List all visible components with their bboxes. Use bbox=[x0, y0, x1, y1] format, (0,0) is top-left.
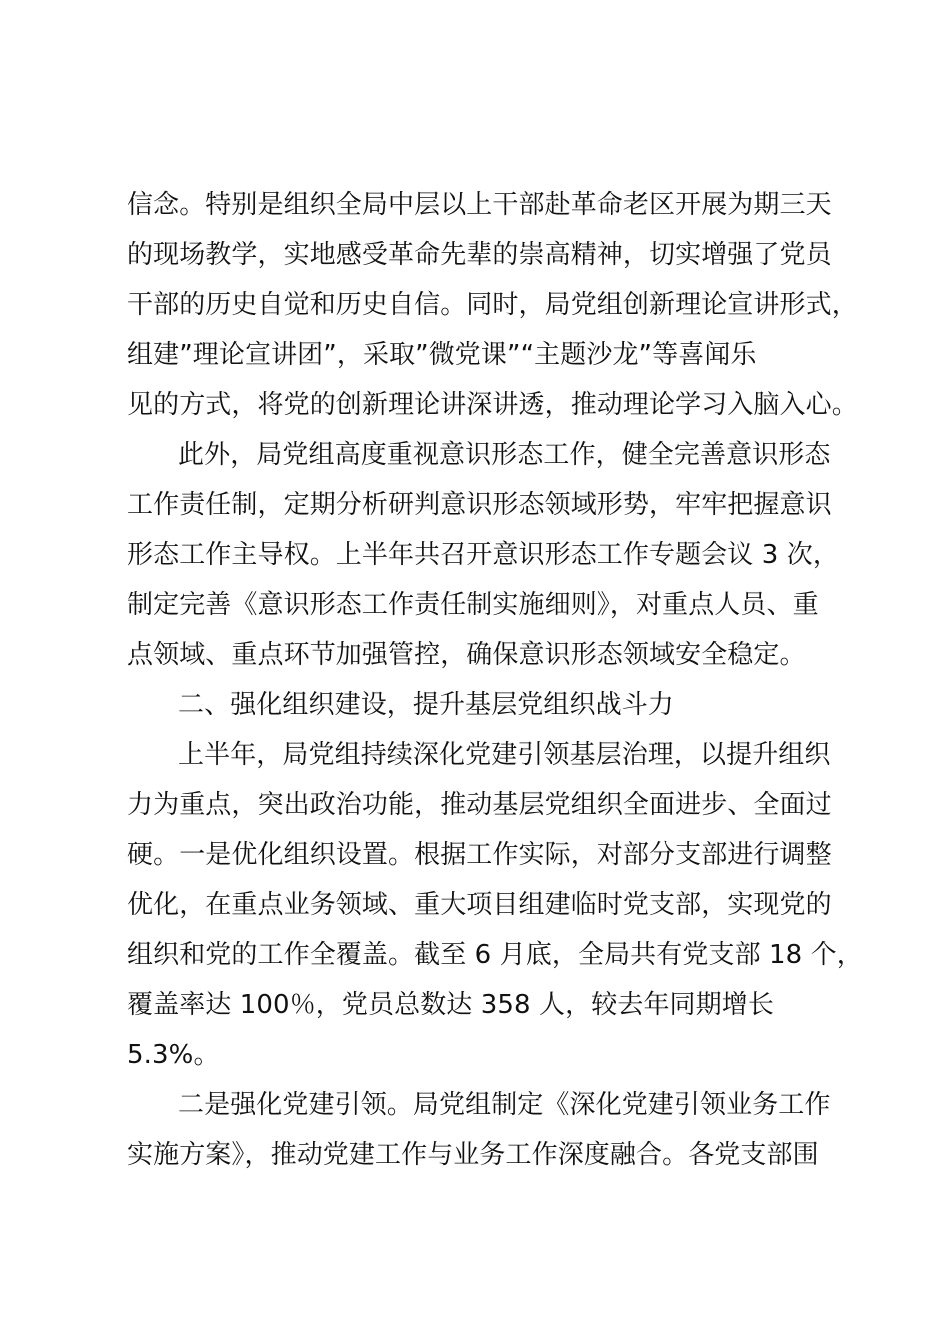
text-line: 硬。一是优化组织设置。根据工作实际，对部分支部进行调整 bbox=[127, 840, 832, 870]
text-line: 干部的历史自觉和历史自信。同时，局党组创新理论宣讲形式， bbox=[127, 290, 858, 320]
paragraph-start-line: 上半年，局党组持续深化党建引领基层治理，以提升组织 bbox=[178, 740, 831, 770]
text-line: 信念。特别是组织全局中层以上干部赴革命老区开展为期三天 bbox=[127, 190, 832, 220]
section-heading: 二、强化组织建设，提升基层党组织战斗力 bbox=[178, 690, 674, 720]
text-line: 制定完善《意识形态工作责任制实施细则》，对重点人员、重 bbox=[127, 590, 819, 620]
text-line: 的现场教学，实地感受革命先辈的崇高精神，切实增强了党员 bbox=[127, 240, 832, 270]
text-line: 优化，在重点业务领域、重大项目组建临时党支部，实现党的 bbox=[127, 890, 832, 920]
paragraph-start-line: 此外，局党组高度重视意识形态工作，健全完善意识形态 bbox=[178, 440, 831, 470]
text-line: 实施方案》，推动党建工作与业务工作深度融合。各党支部围 bbox=[127, 1140, 819, 1170]
text-line: 力为重点，突出政治功能，推动基层党组织全面进步、全面过 bbox=[127, 790, 832, 820]
text-line: 5.3%。 bbox=[127, 1040, 220, 1070]
text-line: 覆盖率达 100％，党员总数达 358 人，较去年同期增长 bbox=[127, 990, 774, 1020]
text-line: 点领域、重点环节加强管控，确保意识形态领域安全稳定。 bbox=[127, 640, 806, 670]
paragraph-start-line: 二是强化党建引领。局党组制定《深化党建引领业务工作 bbox=[178, 1090, 831, 1120]
text-line: 形态工作主导权。上半年共召开意识形态工作专题会议 3 次， bbox=[127, 540, 839, 570]
text-line: 见的方式，将党的创新理论讲深讲透，推动理论学习入脑入心。 bbox=[127, 390, 858, 420]
text-line: 组织和党的工作全覆盖。截至 6 月底，全局共有党支部 18 个， bbox=[127, 940, 863, 970]
text-line: 组建”理论宣讲团”，采取”微党课”“主题沙龙”等喜闻乐 bbox=[127, 340, 757, 370]
text-line: 工作责任制，定期分析研判意识形态领域形势，牢牢把握意识 bbox=[127, 490, 832, 520]
